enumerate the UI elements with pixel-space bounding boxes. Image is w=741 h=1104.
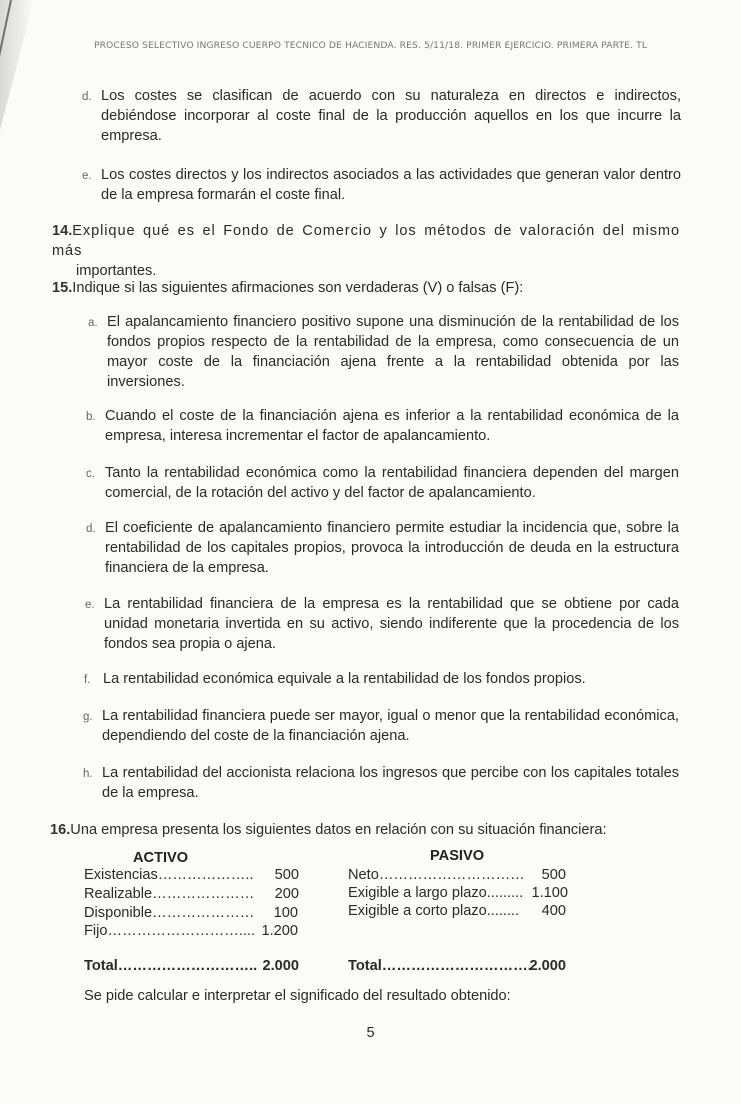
item-text: El apalancamiento financiero positivo supone una disminución de la rentabilidad de los fondos propios respecto de la rentabilidad de la empresa, como consecuencia de un mayor coste de la financiación ajena frente a la rentabilidad obtenida por las inversiones. bbox=[107, 314, 679, 390]
row-label: Neto………………………… bbox=[348, 867, 525, 883]
question-number: 14. bbox=[52, 223, 73, 239]
row-value: 400 bbox=[541, 903, 566, 919]
question-number: 16. bbox=[50, 822, 71, 838]
item-text: Los costes se clasifican de acuerdo con su naturaleza en directos e indirectos, debiéndose incorporar al coste final de la producción aquellos en los que incurre la empresa. bbox=[101, 88, 681, 144]
item-text: La rentabilidad financiera puede ser mayor, igual o menor que la rentabilidad económica, dependiendo del coste de la financiación ajena. bbox=[102, 708, 679, 744]
activo-heading: ACTIVO bbox=[133, 850, 189, 866]
list-item bbox=[84, 669, 679, 689]
list-item bbox=[86, 406, 679, 446]
item-letter: c. bbox=[86, 468, 95, 480]
item-text: La rentabilidad del accionista relaciona los ingresos que percibe con los capitales totales de la empresa. bbox=[102, 765, 679, 801]
row-label: Disponible………………… bbox=[84, 905, 255, 921]
list-item bbox=[82, 86, 681, 146]
row-value: 200 bbox=[274, 886, 299, 902]
item-letter: d. bbox=[86, 523, 96, 535]
list-item bbox=[86, 463, 679, 503]
row-value: 500 bbox=[541, 867, 566, 883]
item-letter: b. bbox=[86, 411, 96, 423]
question-14 bbox=[52, 221, 680, 281]
page-number: 5 bbox=[366, 1025, 375, 1041]
pasivo-heading: PASIVO bbox=[430, 848, 485, 864]
row-label: Total…………………………. bbox=[348, 958, 532, 974]
row-label: Exigible a corto plazo........ bbox=[348, 903, 520, 919]
question-text: Una empresa presenta los siguientes datos en relación con su situación financiera: bbox=[70, 822, 607, 838]
list-item bbox=[86, 518, 679, 578]
row-value: 100 bbox=[273, 905, 298, 921]
item-text: La rentabilidad financiera de la empresa es la rentabilidad que se obtiene por cada unidad monetaria invertida en su activo, siendo indiferente que la procedencia de los fondos sea propia o ajena. bbox=[104, 596, 679, 652]
item-text: Cuando el coste de la financiación ajena es inferior a la rentabilidad económica de la empresa, interesa incrementar el factor de apalancamiento. bbox=[105, 408, 679, 444]
list-item bbox=[83, 706, 679, 746]
item-text: Tanto la rentabilidad económica como la rentabilidad financiera dependen del margen comercial, de la rotación del activo y del factor de apalancamiento. bbox=[105, 465, 679, 501]
list-item bbox=[83, 763, 679, 803]
question-text: Explique qué es el Fondo de Comercio y los métodos de valoración del mismo más bbox=[52, 223, 680, 259]
row-label: Fijo……………………….... bbox=[84, 923, 256, 939]
closing-instruction: Se pide calcular e interpretar el significado del resultado obtenido: bbox=[84, 988, 511, 1004]
question-number: 15. bbox=[52, 280, 73, 296]
list-item bbox=[88, 312, 679, 392]
row-label: Realizable………………… bbox=[84, 886, 255, 902]
item-letter: h. bbox=[83, 768, 93, 780]
list-item bbox=[85, 594, 679, 654]
row-value: 1.200 bbox=[261, 923, 298, 939]
item-text: La rentabilidad económica equivale a la rentabilidad de los fondos propios. bbox=[103, 671, 586, 687]
item-letter: e. bbox=[85, 599, 95, 611]
item-letter: a. bbox=[88, 317, 98, 329]
item-text: Los costes directos y los indirectos asociados a las actividades que generan valor dentro de la empresa formarán el coste final. bbox=[101, 167, 681, 203]
item-letter: f. bbox=[84, 674, 91, 686]
question-15 bbox=[52, 278, 680, 298]
list-item bbox=[82, 165, 681, 205]
item-letter: d. bbox=[82, 91, 92, 103]
question-text-continued: importantes. bbox=[76, 263, 157, 279]
row-value: 2.000 bbox=[529, 958, 566, 974]
page-header: PROCESO SELECTIVO INGRESO CUERPO TECNICO DE HACIENDA. RES. 5/11/18. PRIMER EJERCICIO. PRIMERA PARTE. TL bbox=[93, 40, 648, 51]
question-text: Indique si las siguientes afirmaciones son verdaderas (V) o falsas (F): bbox=[72, 280, 524, 296]
item-text: El coeficiente de apalancamiento financiero permite estudiar la incidencia que, sobre la rentabilidad de los capitales propios, provoca la introducción de deuda en la estructura financiera de la empresa. bbox=[105, 520, 679, 576]
row-label: Exigible a largo plazo......... bbox=[348, 885, 524, 901]
row-value: 2.000 bbox=[262, 958, 299, 974]
row-value: 500 bbox=[274, 867, 299, 883]
item-letter: e. bbox=[82, 170, 92, 182]
question-16 bbox=[50, 820, 678, 840]
row-value: 1.100 bbox=[531, 885, 568, 901]
row-label: Existencias……………….. bbox=[84, 867, 254, 883]
item-letter: g. bbox=[83, 711, 93, 723]
row-label: Total……………………….. bbox=[84, 958, 258, 974]
